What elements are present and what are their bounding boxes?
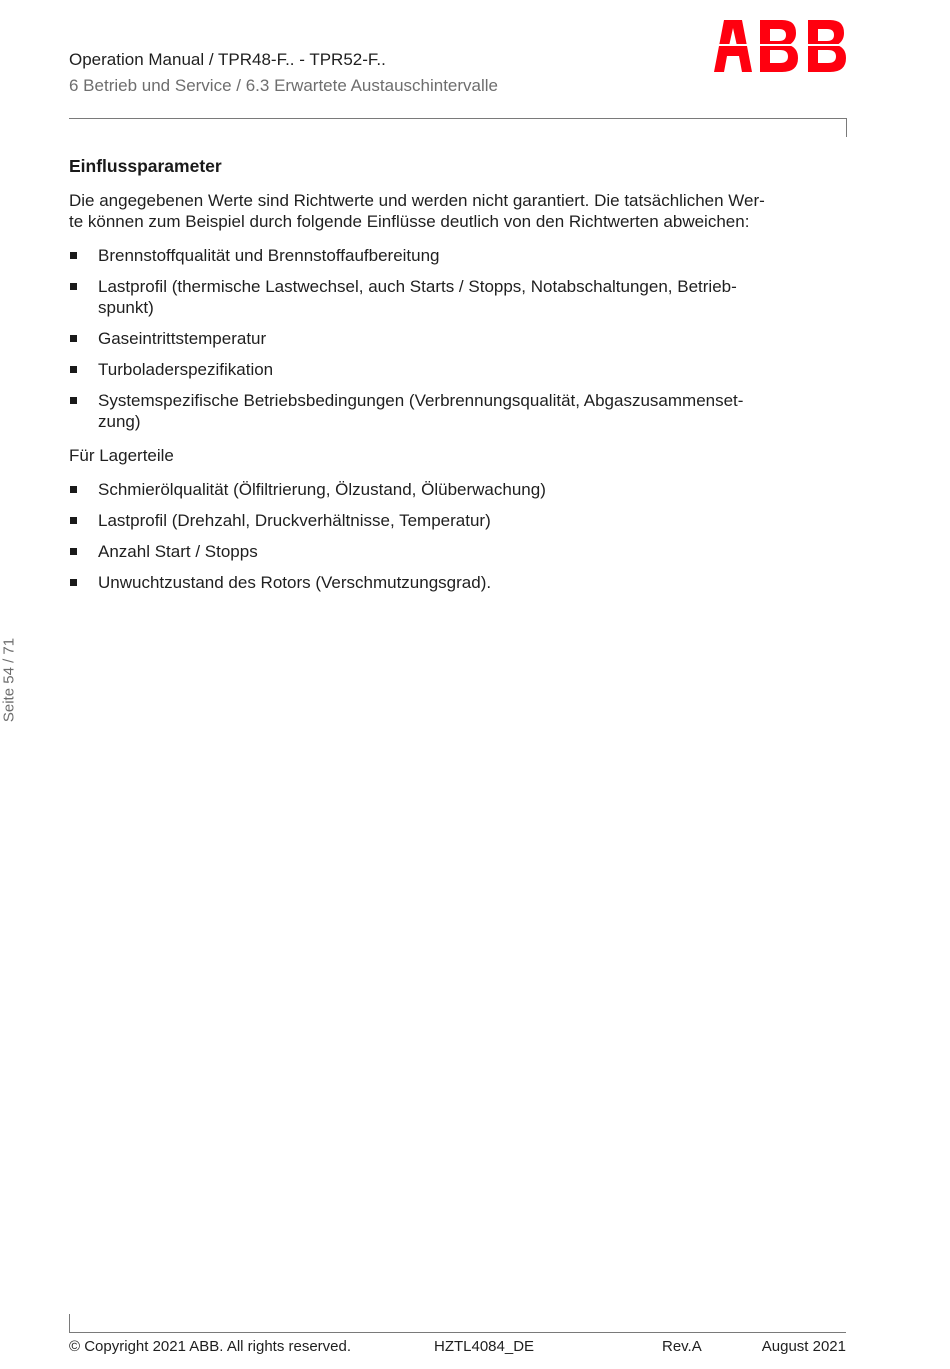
list-item [69, 541, 849, 562]
page-number: Seite 54 / 71 [0, 637, 18, 723]
list-item [69, 276, 849, 318]
list-item-text: Lastprofil (thermische Lastwechsel, auch Starts / Stopps, Notabschaltungen, Betrieb- [98, 277, 737, 296]
subheading-text: Für Lagerteile [69, 446, 174, 465]
intro-paragraph [69, 190, 849, 232]
paragraph-line: Die angegebenen Werte sind Richtwerte und werden nicht garantiert. Die tatsächlichen Wer- [69, 191, 765, 210]
list-item-text: spunkt) [98, 298, 154, 317]
footer-revision: Rev.A [662, 1338, 702, 1355]
bearing-list [69, 479, 849, 593]
bullet-icon [70, 548, 77, 555]
footer-document-id: HZTL4084_DE [434, 1338, 535, 1355]
list-item-text: Turboladerspezifikation [98, 360, 274, 379]
list-item [69, 245, 849, 266]
list-item [69, 572, 849, 593]
bullet-icon [70, 283, 77, 290]
list-item [69, 390, 849, 432]
influence-list [69, 245, 849, 432]
bullet-icon [70, 335, 77, 342]
list-item-text: Gaseintrittstemperatur [98, 329, 267, 348]
list-item-text: Systemspezifische Betriebsbedingungen (Verbrennungsqualität, Abgaszusammenset- [98, 391, 744, 410]
bearing-subheading [69, 445, 849, 466]
bullet-icon [70, 252, 77, 259]
list-item-text: Schmierölqualität (Ölfiltrierung, Ölzustand, Ölüberwachung) [98, 480, 546, 499]
header-title: Operation Manual / TPR48-F.. - TPR52-F.. [69, 50, 386, 69]
bullet-icon [70, 486, 77, 493]
list-item-text: Lastprofil (Drehzahl, Druckverhältnisse, Temperatur) [98, 511, 491, 530]
list-item-text: zung) [98, 412, 141, 431]
header-divider [69, 118, 846, 119]
list-item [69, 479, 849, 500]
breadcrumb: 6 Betrieb und Service / 6.3 Erwartete Austauschintervalle [69, 76, 499, 95]
footer-copyright: © Copyright 2021 ABB. All rights reserved. [69, 1338, 352, 1355]
list-item [69, 510, 849, 531]
bullet-icon [70, 366, 77, 373]
list-item [69, 328, 849, 349]
bullet-icon [70, 517, 77, 524]
list-item-text: Unwuchtzustand des Rotors (Verschmutzungsgrad). [98, 573, 492, 592]
footer-date: August 2021 [761, 1338, 846, 1355]
section-heading: Einflussparameter [69, 156, 222, 176]
header-divider-tick [846, 118, 847, 137]
bullet-icon [70, 397, 77, 404]
abb-logo [712, 20, 847, 72]
footer-divider [69, 1332, 846, 1333]
main-content [69, 190, 849, 606]
bullet-icon [70, 579, 77, 586]
list-item-text: Brennstoffqualität und Brennstoffaufbereitung [98, 246, 440, 265]
list-item [69, 359, 849, 380]
footer-divider-tick [69, 1314, 70, 1333]
paragraph-line: te können zum Beispiel durch folgende Einflüsse deutlich von den Richtwerten abweichen: [69, 212, 750, 231]
list-item-text: Anzahl Start / Stopps [98, 542, 258, 561]
